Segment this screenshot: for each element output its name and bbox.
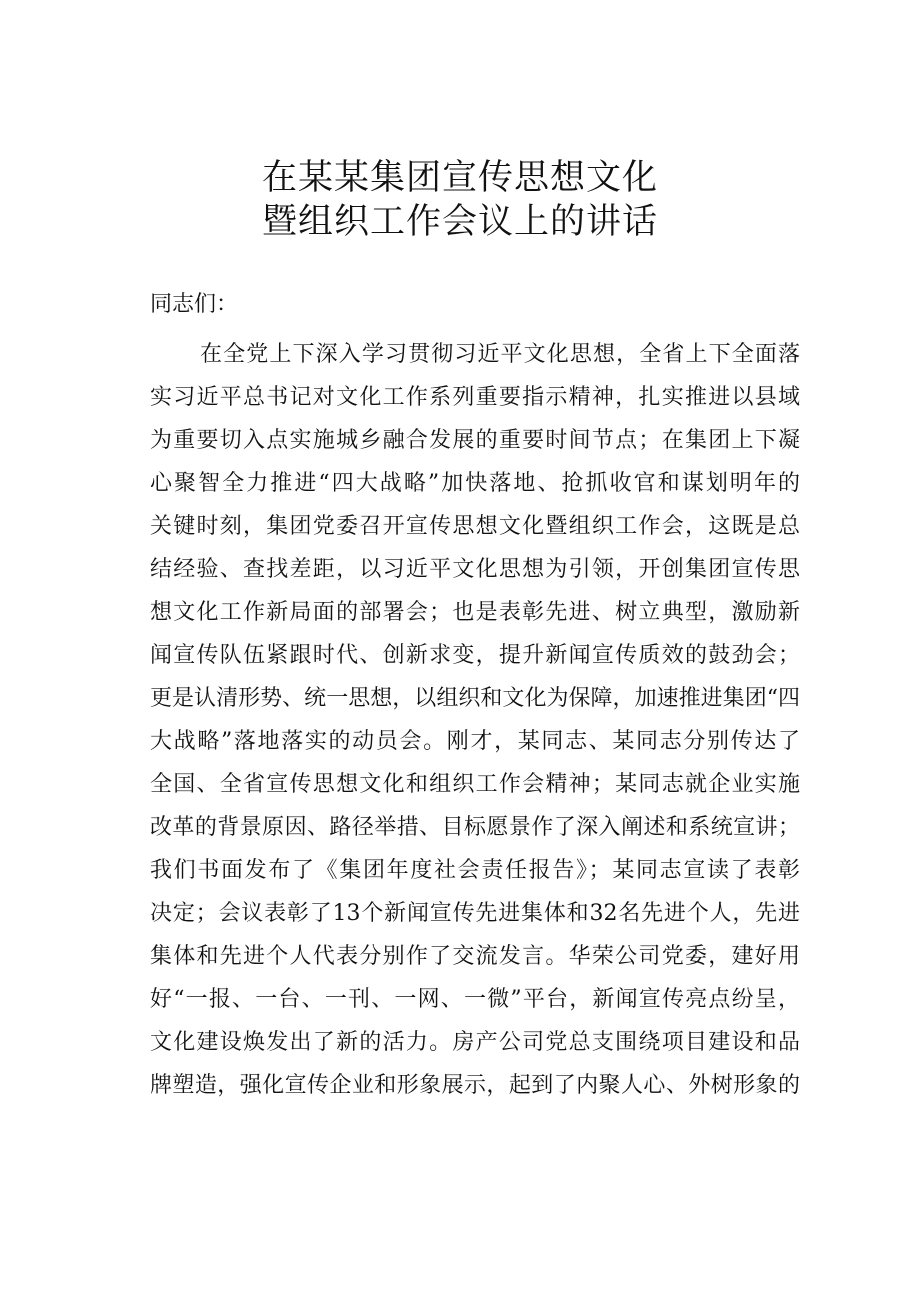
paragraph-line: 我们书面发布了《集团年度社会责任报告》；某同志宣读了表彰 [150,858,800,883]
paragraph-line: 关键时刻，集团党委召开宣传思想文化暨组织工作会，这既是总 [150,514,800,539]
paragraph-line: 文化建设焕发出了新的活力。房产公司党总支围绕项目建设和品 [150,1030,800,1055]
paragraph-line: 结经验、查找差距，以习近平文化思想为引领，开创集团宣传思 [150,557,800,582]
paragraph-line: 全国、全省宣传思想文化和组织工作会精神；某同志就企业实施 [150,772,800,797]
paragraph-line: 集体和先进个人代表分别作了交流发言。华荣公司党委，建好用 [150,944,800,969]
greeting: 同志们： [150,292,239,317]
paragraph-line: 闻宣传队伍紧跟时代、创新求变，提升新闻宣传质效的鼓劲会； [150,643,800,668]
paragraph-line: 更是认清形势、统一思想，以组织和文化为保障，加速推进集团“四 [150,686,800,711]
paragraph-line: 牌塑造，强化宣传企业和形象展示，起到了内聚人心、外树形象的 [150,1073,800,1098]
paragraph-line: 在全党上下深入学习贯彻习近平文化思想，全省上下全面落 [200,342,800,367]
paragraph-line: 大战略”落地落实的动员会。刚才，某同志、某同志分别传达了 [150,729,800,754]
paragraph-line: 实习近平总书记对文化工作系列重要指示精神，扎实推进以县域 [150,385,800,410]
paragraph-line: 心聚智全力推进“四大战略”加快落地、抢抓收官和谋划明年的 [150,471,800,496]
paragraph-line: 想文化工作新局面的部署会；也是表彰先进、树立典型，激励新 [150,600,800,625]
document-title-line-2: 暨组织工作会议上的讲话 [261,202,658,242]
body-paragraph [150,333,800,1107]
paragraph-line: 好“一报、一台、一刊、一网、一微”平台，新闻宣传亮点纷呈， [150,987,800,1012]
paragraph-line: 改革的背景原因、路径举措、目标愿景作了深入阐述和系统宣讲； [150,815,800,840]
paragraph-line: 决定；会议表彰了13个新闻宣传先进集体和32名先进个人，先进 [150,901,800,926]
document-title-line-1: 在某某集团宣传思想文化 [261,158,658,198]
paragraph-line: 为重要切入点实施城乡融合发展的重要时间节点；在集团上下凝 [150,428,800,453]
